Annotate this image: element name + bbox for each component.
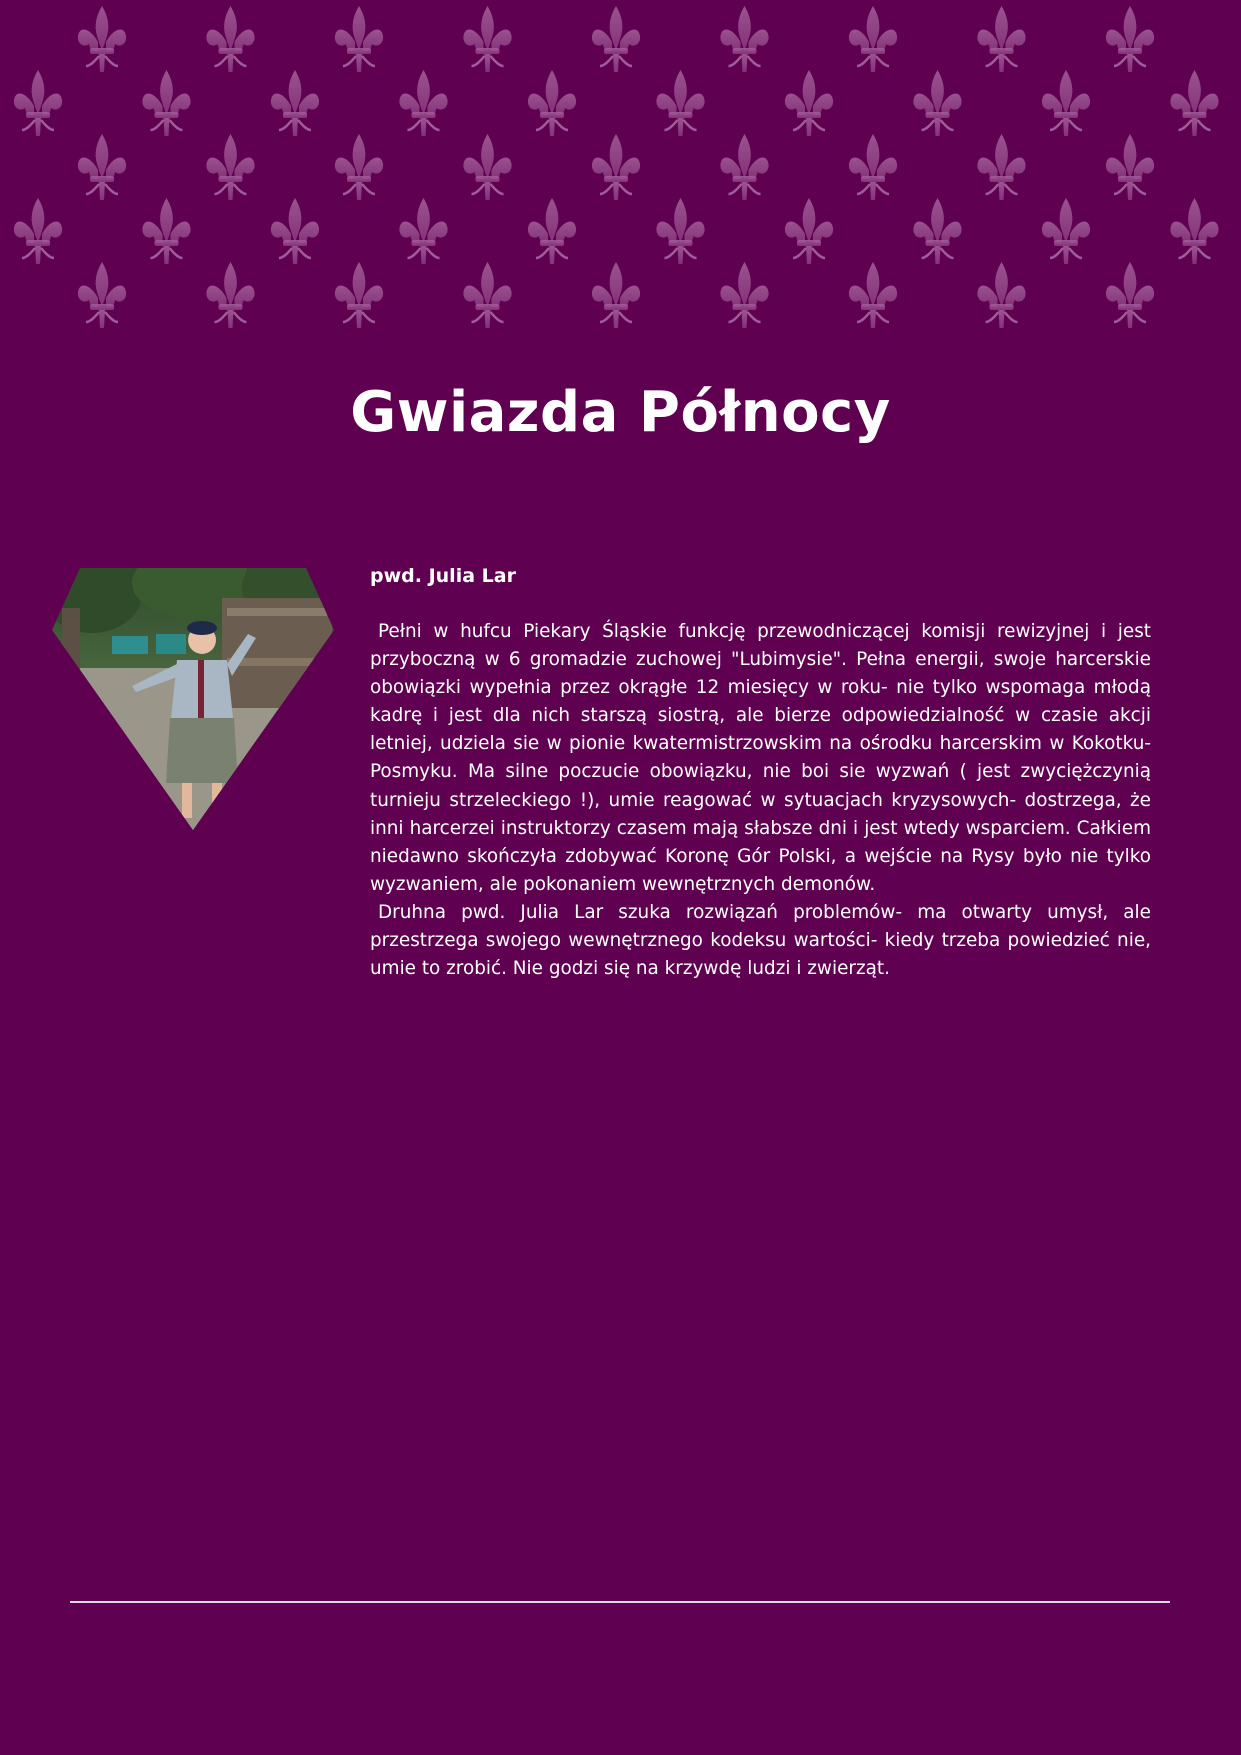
- fleur-de-lis-icon: [592, 6, 640, 72]
- fleur-de-lis-icon: [913, 70, 961, 136]
- fleur-de-lis-icon: [206, 262, 254, 328]
- fleur-de-lis-icon: [1106, 262, 1154, 328]
- fleur-de-lis-icon: [14, 198, 62, 264]
- fleur-de-lis-icon: [720, 262, 768, 328]
- fleur-de-lis-icon: [913, 198, 961, 264]
- fleur-de-lis-icon: [656, 198, 704, 264]
- fleur-de-lis-icon: [1042, 70, 1090, 136]
- fleur-de-lis-icon: [78, 134, 126, 200]
- fleur-de-lis-icon: [463, 262, 511, 328]
- fleur-de-lis-icon: [592, 262, 640, 328]
- profile-content: [370, 562, 1151, 983]
- fleur-de-lis-icon: [528, 198, 576, 264]
- fleur-de-lis-icon: [720, 6, 768, 72]
- fleur-de-lis-icon: [1106, 6, 1154, 72]
- fleur-de-lis-icon: [528, 70, 576, 136]
- profile-paragraph: Pełni w hufcu Piekary Śląskie funkcję przewodniczącej komisji rewizyjnej i jest przyboczną w 6 gromadzie zuchowej "Lubimysie". Pełna energii, swoje harcerskie obowiązki wypełnia przez okrągłe 12 miesięcy w roku- nie tylko wspomaga młodą kadrę i jest dla nich starszą siostrą, ale bierze odpowiedzialność w czasie akcji letniej, udziela sie w pionie kwatermistrzowskim na ośrodku harcerskim w Kokotku- Posmyku. Ma silne poczucie obowiązku, nie boi sie wyzwań ( jest zwyciężczynią turnieju strzeleckiego !), umie reagować w sytuacjach kryzysowych- dostrzega, że inni harcerzei instruktorzy czasem mają słabsze dni i jest wtedy wsparciem. Całkiem niedawno skończyła zdobywać Koronę Gór Polski, a wejście na Rysy było nie tylko wyzwaniem, ale pokonaniem wewnętrznych demonów.: [370, 621, 1151, 895]
- page-title: Gwiazda Północy: [350, 380, 891, 445]
- profile-photo: [52, 568, 334, 830]
- fleur-de-lis-icon: [785, 70, 833, 136]
- fleur-de-lis-icon: [977, 262, 1025, 328]
- fleur-de-lis-icon: [1106, 134, 1154, 200]
- fleur-de-lis-icon: [271, 198, 319, 264]
- profile-name: pwd. Julia Lar: [370, 565, 516, 587]
- fleur-de-lis-icon: [271, 70, 319, 136]
- fleur-de-lis-icon: [399, 70, 447, 136]
- fleur-de-lis-icon: [142, 70, 190, 136]
- fleur-de-lis-icon: [14, 70, 62, 136]
- fleur-de-lis-icon: [463, 6, 511, 72]
- fleur-de-lis-icon: [592, 134, 640, 200]
- fleur-de-lis-icon: [977, 134, 1025, 200]
- fleur-de-lis-icon: [463, 134, 511, 200]
- fleur-de-lis-icon: [335, 262, 383, 328]
- fleur-de-lis-icon: [656, 70, 704, 136]
- fleur-de-lis-pattern: [0, 0, 1241, 340]
- fleur-de-lis-icon: [849, 262, 897, 328]
- fleur-de-lis-icon: [720, 134, 768, 200]
- fleur-de-lis-icon: [1170, 198, 1218, 264]
- fleur-de-lis-icon: [78, 262, 126, 328]
- footer-divider: [70, 1601, 1170, 1603]
- fleur-de-lis-icon: [399, 198, 447, 264]
- profile-paragraph: Druhna pwd. Julia Lar szuka rozwiązań problemów- ma otwarty umysł, ale przestrzega swojego wewnętrznego kodeksu wartości- kiedy trzeba powiedzieć nie, umie to zrobić. Nie godzi się na krzywdę ludzi i zwierząt.: [370, 901, 1151, 980]
- fleur-de-lis-icon: [785, 198, 833, 264]
- person-photo: [52, 568, 334, 830]
- fleur-de-lis-icon: [849, 6, 897, 72]
- fleur-de-lis-icon: [142, 198, 190, 264]
- fleur-de-lis-icon: [78, 6, 126, 72]
- fleur-de-lis-icon: [335, 134, 383, 200]
- header-band: [0, 0, 1241, 508]
- fleur-de-lis-icon: [206, 134, 254, 200]
- fleur-de-lis-icon: [1170, 70, 1218, 136]
- fleur-de-lis-icon: [1042, 198, 1090, 264]
- fleur-de-lis-icon: [335, 6, 383, 72]
- fleur-de-lis-icon: [977, 6, 1025, 72]
- fleur-de-lis-icon: [206, 6, 254, 72]
- fleur-de-lis-icon: [849, 134, 897, 200]
